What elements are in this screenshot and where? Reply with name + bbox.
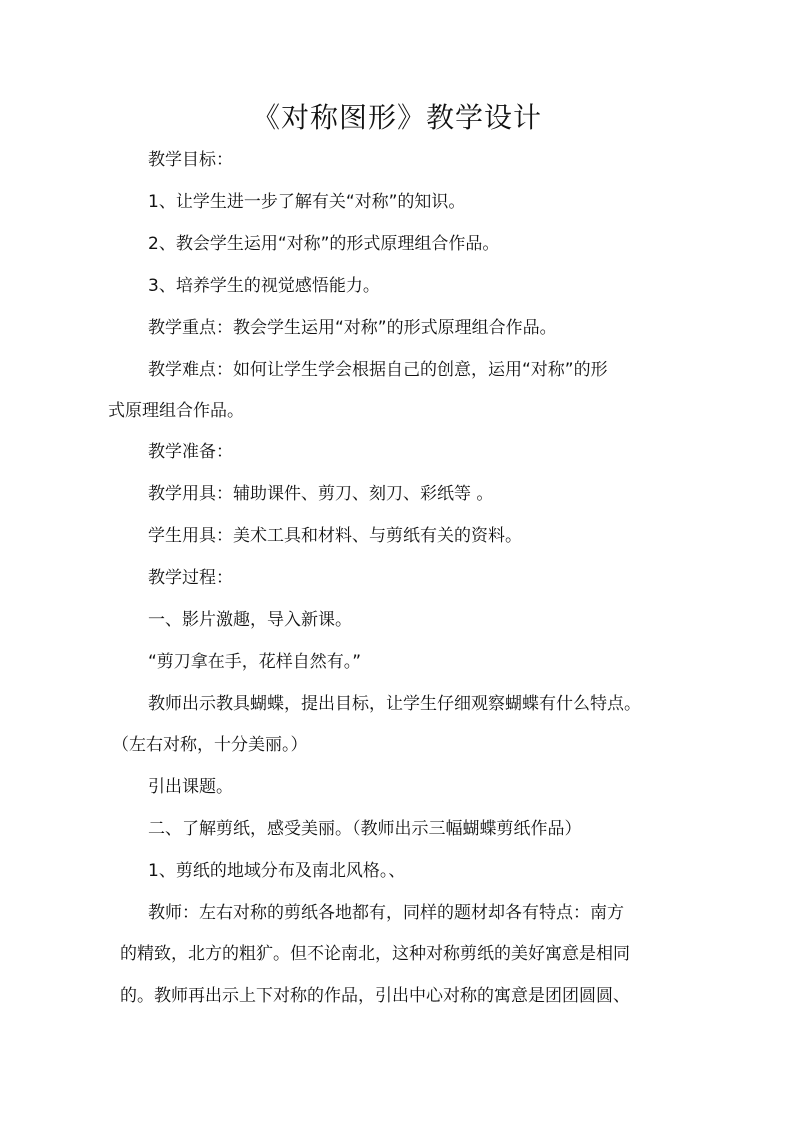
paragraph-teacher-line-2: 的精致，北方的粗犷。但不论南北，这种对称剪纸的美好寓意是相同 [120,944,630,964]
paragraph-butterfly-line-1: 教师出示教具蝴蝶，提出目标，让学生仔细观察蝴蝶有什么特点。 [148,694,641,714]
document-title: 《对称图形》教学设计 [251,101,542,134]
section-heading-part-1: 一、影片激趣，导入新课。 [148,610,352,630]
section-heading-part-2: 二、了解剪纸，感受美丽。（教师出示三幅蝴蝶剪纸作品） [148,819,582,839]
paragraph-objective-1: 1、让学生进一步了解有关“对称”的知识。 [148,192,466,212]
paragraph-student-tools: 学生用具：美术工具和材料、与剪纸有关的资料。 [148,526,522,546]
paragraph-key-point: 教学重点：教会学生运用“对称”的形式原理组合作品。 [148,318,557,338]
paragraph-teacher-line-1: 教师：左右对称的剪纸各地都有，同样的题材却各有特点：南方 [148,903,624,923]
section-heading-preparation: 教学准备： [148,442,233,462]
paragraph-teaching-tools: 教学用具：辅助课件、剪刀、刻刀、彩纸等 。 [148,484,494,504]
section-heading-process: 教学过程： [148,568,233,588]
paragraph-quote: “剪刀拿在手，花样自然有。” [148,652,362,672]
paragraph-regional-styles: 1、剪纸的地域分布及南北风格。、 [148,861,406,881]
paragraph-butterfly-line-2: （左右对称，十分美丽。） [112,735,308,755]
paragraph-teacher-line-3: 的。教师再出示上下对称的作品，引出中心对称的寓意是团团圆圆、 [120,986,630,1006]
paragraph-introduce-topic: 引出课题。 [148,777,233,797]
section-heading-objectives: 教学目标： [148,150,233,170]
paragraph-objective-2: 2、教会学生运用“对称”的形式原理组合作品。 [148,234,500,254]
paragraph-objective-3: 3、培养学生的视觉感悟能力。 [148,276,380,296]
paragraph-difficulty-line-1: 教学难点：如何让学生学会根据自己的创意，运用“对称”的形 [148,360,608,380]
paragraph-difficulty-line-2: 式原理组合作品。 [108,401,244,421]
